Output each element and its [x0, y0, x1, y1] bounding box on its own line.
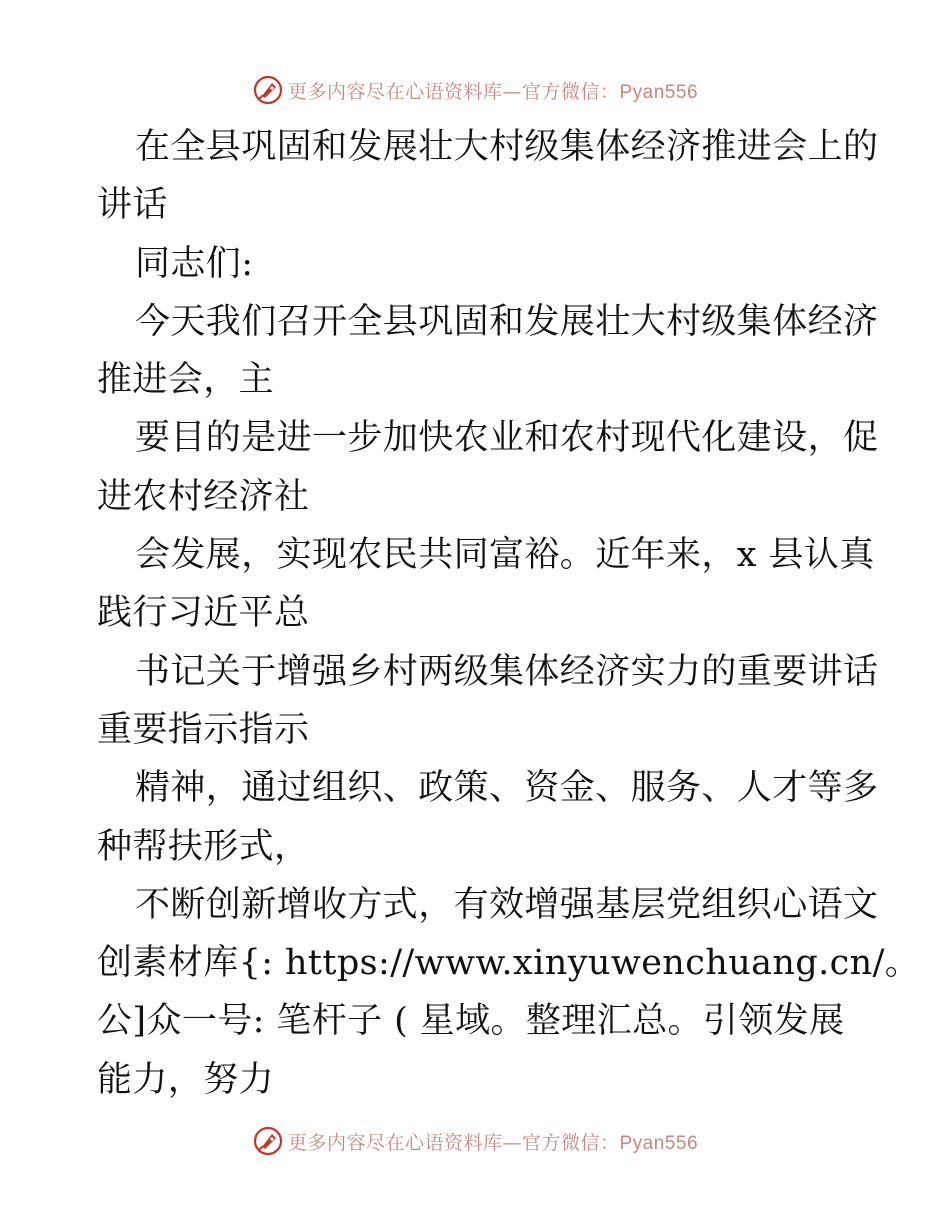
- body-line: 践行习近平总: [97, 593, 310, 634]
- pen-nib-logo-icon: [252, 1125, 284, 1157]
- body-line: 能力，努力: [97, 1059, 275, 1100]
- body-line: 要目的是进一步加快农业和农村现代化建设，促: [135, 418, 879, 459]
- title-line-1: 在全县巩固和发展壮大村级集体经济推进会上的: [135, 127, 879, 167]
- banner-wechat-id: Pyan556: [619, 81, 699, 103]
- body-line: 种帮扶形式，: [97, 826, 310, 867]
- salutation-line: 同志们:: [135, 243, 254, 284]
- body-line: 精神，通过组织、政策、资金、服务、人才等多: [135, 768, 879, 809]
- pen-nib-logo-icon: [252, 74, 284, 106]
- footer-watermark-banner: [0, 1121, 950, 1161]
- body-line: 会发展，实现农民共同富裕。近年来，x 县认真: [135, 535, 875, 576]
- header-watermark-banner: [0, 70, 950, 110]
- banner-text: 更多内容尽在心语资料库—官方微信：: [287, 80, 620, 103]
- title-line-2: 讲话: [97, 185, 168, 226]
- body-line: 推进会，主: [97, 360, 275, 401]
- banner-wechat-id: Pyan556: [619, 1132, 699, 1154]
- body-line: 重要指示指示: [97, 709, 310, 750]
- body-line: 公]众一号: 笔杆子 ( 星域。整理汇总。引领发展: [97, 1001, 845, 1042]
- document-body: [97, 118, 921, 1109]
- body-line: 进农村经济社: [97, 476, 310, 517]
- body-line: 不断创新增收方式，有效增强基层党组织心语文: [135, 884, 879, 925]
- banner-text: 更多内容尽在心语资料库—官方微信：: [287, 1131, 620, 1154]
- body-line-url: 创素材库{: https://www.xinyuwenchuang.cn/。: [97, 943, 921, 984]
- body-line: 书记关于增强乡村两级集体经济实力的重要讲话: [135, 651, 879, 692]
- body-line: 今天我们召开全县巩固和发展壮大村级集体经济: [135, 301, 879, 342]
